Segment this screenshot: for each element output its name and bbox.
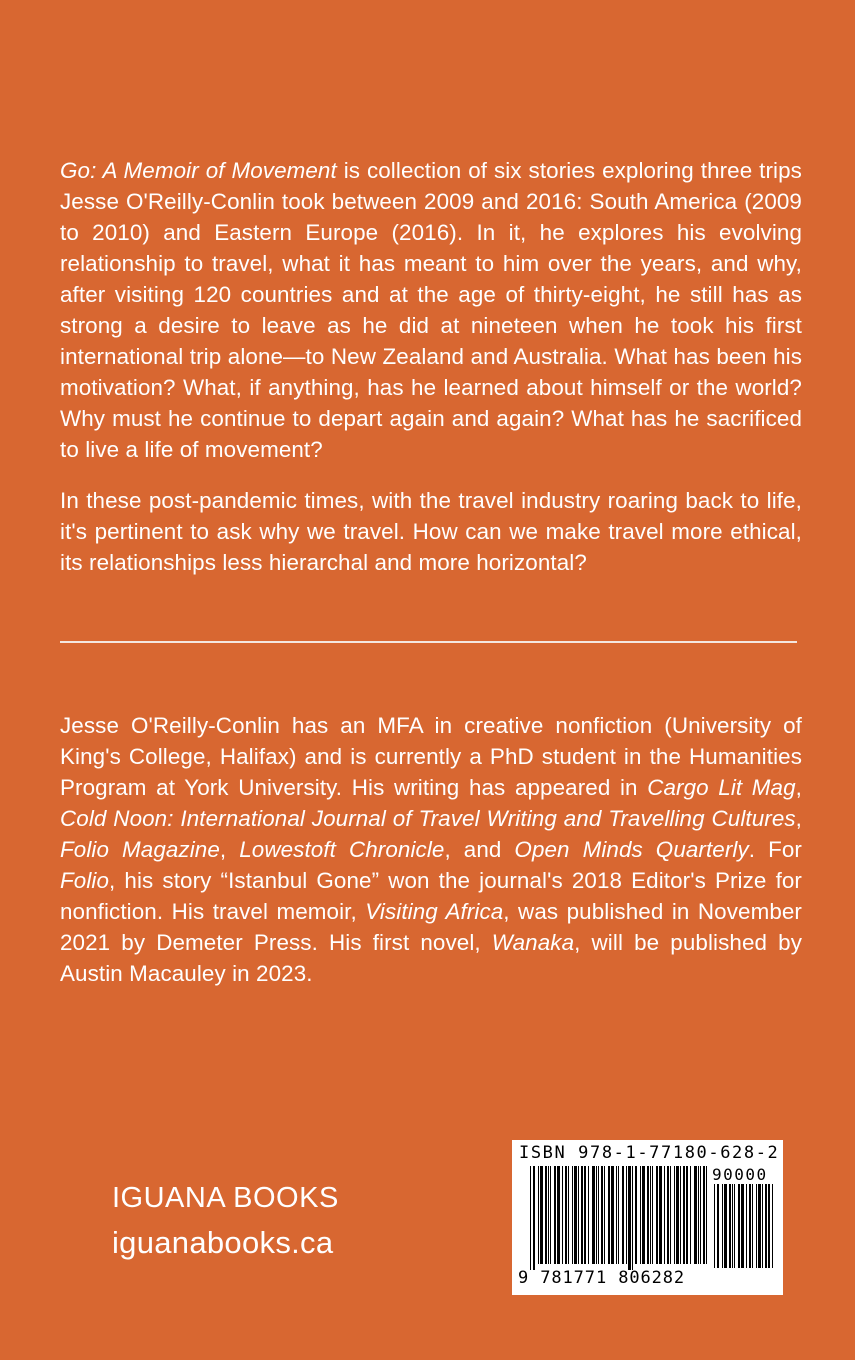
barcode-bar bbox=[562, 1166, 563, 1264]
publication-name: Folio bbox=[60, 868, 110, 893]
barcode-bar bbox=[676, 1166, 679, 1264]
publisher-website: iguanabooks.ca bbox=[112, 1225, 334, 1260]
barcode-bar bbox=[550, 1166, 551, 1264]
addon-barcode-bars bbox=[714, 1184, 776, 1268]
barcode-bar bbox=[601, 1166, 603, 1264]
barcode-bar bbox=[659, 1166, 662, 1264]
barcode-bar bbox=[635, 1166, 637, 1264]
description-text: is collection of six stories exploring three trips Jesse O'Reilly-Conlin took between 2009 and 2016: South America (2009 to 2010) and Eastern Europe (2016). In it, he explores his evolving relationship to travel, what it has meant to him over the years, and why, after visiting 120 countries and at the age of thirty-eight, he still has as strong a desire to leave as he did at nineteen when he took his first international trip alone—to New Zealand and Australia. What has been his motivation? What, if anything, has he learned about himself or the world? Why must he continue to depart again and again? What has he sacrificed to live a life of movement? bbox=[60, 158, 802, 462]
barcode-bar bbox=[674, 1166, 675, 1264]
barcode-bar bbox=[741, 1184, 744, 1268]
barcode-bar bbox=[652, 1166, 653, 1264]
barcode-bar bbox=[584, 1166, 586, 1264]
barcode-bar bbox=[540, 1166, 543, 1264]
barcode-bar bbox=[608, 1166, 610, 1264]
barcode-addon-digits: 90000 bbox=[712, 1165, 768, 1184]
isbn-barcode bbox=[512, 1140, 783, 1295]
book-description-paragraph-1 bbox=[60, 155, 802, 465]
barcode-bar bbox=[738, 1184, 740, 1268]
barcode-bar bbox=[554, 1166, 556, 1264]
barcode-bar bbox=[622, 1166, 624, 1264]
book-name: Visiting Africa bbox=[365, 899, 504, 924]
barcode-bar bbox=[732, 1184, 733, 1268]
barcode-bar bbox=[664, 1166, 665, 1264]
barcode-bar bbox=[628, 1166, 631, 1270]
book-description-paragraph-2 bbox=[60, 485, 802, 578]
barcode-bar bbox=[752, 1184, 753, 1268]
barcode-bar bbox=[588, 1166, 589, 1264]
barcode-bar bbox=[703, 1166, 705, 1264]
barcode-bar bbox=[640, 1166, 641, 1264]
barcode-bar bbox=[618, 1166, 619, 1264]
barcode-bar bbox=[538, 1166, 539, 1264]
barcode-bar bbox=[734, 1184, 735, 1268]
barcode-bar bbox=[768, 1184, 770, 1268]
publication-name: Cold Noon: International Journal of Travel Writing and Travelling Cultures bbox=[60, 806, 796, 831]
author-bio bbox=[60, 710, 802, 989]
bio-text: . For bbox=[748, 837, 802, 862]
barcode-bar bbox=[572, 1166, 573, 1264]
bio-text: , and bbox=[444, 837, 515, 862]
barcode-bar bbox=[574, 1166, 577, 1264]
barcode-bar bbox=[746, 1184, 747, 1268]
barcode-bar bbox=[642, 1166, 645, 1264]
barcode-bar bbox=[611, 1166, 614, 1264]
barcode-bar bbox=[557, 1166, 560, 1264]
barcode-bar bbox=[714, 1184, 715, 1268]
barcode-bar bbox=[632, 1166, 633, 1270]
barcode-bar bbox=[683, 1166, 685, 1264]
publication-name: Open Minds Quarterly bbox=[514, 837, 749, 862]
barcode-bar bbox=[762, 1184, 763, 1268]
barcode-bar bbox=[724, 1184, 727, 1268]
bio-text: , bbox=[795, 806, 802, 831]
barcode-bar bbox=[667, 1166, 669, 1264]
ean-digits: 9 781771 806282 bbox=[518, 1268, 686, 1288]
barcode-bar bbox=[758, 1184, 761, 1268]
barcode-bar bbox=[656, 1166, 658, 1264]
barcode-bar bbox=[596, 1166, 597, 1264]
barcode-bar bbox=[722, 1184, 723, 1268]
barcode-bar bbox=[626, 1166, 627, 1264]
publication-name: Cargo Lit Mag bbox=[647, 775, 796, 800]
barcode-bar bbox=[545, 1166, 547, 1264]
barcode-bar bbox=[698, 1166, 699, 1264]
barcode-bar bbox=[533, 1166, 535, 1270]
barcode-bar bbox=[604, 1166, 605, 1264]
barcode-bar bbox=[581, 1166, 583, 1264]
bio-text: , will be published by Austin Macauley in 2023. bbox=[60, 930, 802, 986]
publication-name: Folio Magazine bbox=[60, 837, 220, 862]
barcode-bar bbox=[670, 1166, 671, 1264]
barcode-bar bbox=[548, 1166, 549, 1264]
barcode-bar bbox=[680, 1166, 681, 1264]
ean-barcode-bars bbox=[530, 1166, 708, 1270]
book-title: Go: A Memoir of Movement bbox=[60, 158, 337, 183]
barcode-bar bbox=[756, 1184, 757, 1268]
barcode-bar bbox=[772, 1184, 773, 1268]
barcode-bar bbox=[650, 1166, 651, 1264]
barcode-bar bbox=[647, 1166, 649, 1264]
bio-text: , bbox=[219, 837, 240, 862]
barcode-bar bbox=[568, 1166, 569, 1264]
barcode-bar bbox=[616, 1166, 617, 1264]
barcode-bar bbox=[706, 1166, 707, 1264]
barcode-bar bbox=[578, 1166, 579, 1264]
barcode-bar bbox=[565, 1166, 567, 1264]
barcode-bar bbox=[686, 1166, 688, 1264]
bio-text: , was published in November 2021 by Demeter Press. His first novel, bbox=[60, 899, 802, 955]
barcode-bar bbox=[700, 1166, 701, 1264]
bio-text: Jesse O'Reilly-Conlin has an MFA in creative nonfiction (University of King's College, Halifax) and is currently a PhD student in the Humanities Program at York University. His writing has appeared in bbox=[60, 713, 802, 800]
book-name: Wanaka bbox=[491, 930, 575, 955]
barcode-bar bbox=[694, 1166, 697, 1264]
barcode-bar bbox=[749, 1184, 751, 1268]
publication-name: Lowestoft Chronicle bbox=[239, 837, 445, 862]
barcode-bar bbox=[729, 1184, 731, 1268]
barcode-bar bbox=[592, 1166, 595, 1264]
bio-text: , bbox=[795, 775, 802, 800]
barcode-bar bbox=[690, 1166, 691, 1264]
section-divider bbox=[60, 641, 797, 643]
bio-text: , his story “Istanbul Gone” won the journal's 2018 Editor's Prize for nonfiction. His travel memoir, bbox=[60, 868, 802, 924]
barcode-bar bbox=[717, 1184, 719, 1268]
barcode-bar bbox=[530, 1166, 531, 1270]
publisher-name: IGUANA BOOKS bbox=[112, 1182, 339, 1214]
barcode-bar bbox=[765, 1184, 767, 1268]
description-text-2: In these post-pandemic times, with the travel industry roaring back to life, it's pertinent to ask why we travel. How can we make travel more ethical, its relationships less hierarchal and more horizontal? bbox=[60, 488, 802, 575]
isbn-label: ISBN 978-1-77180-628-2 bbox=[519, 1143, 780, 1163]
barcode-bar bbox=[598, 1166, 599, 1264]
